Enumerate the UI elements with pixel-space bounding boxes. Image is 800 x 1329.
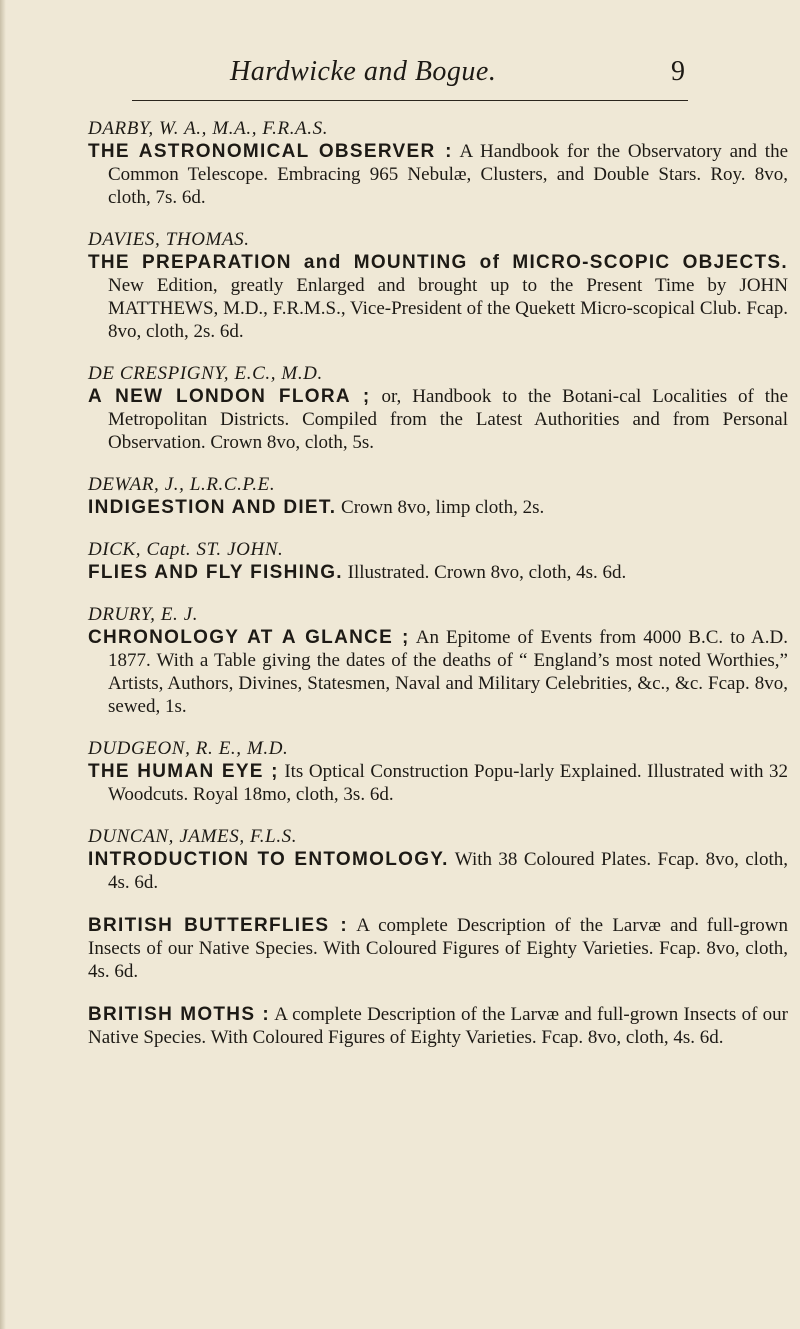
entry-author: DUDGEON, R. E., M.D. xyxy=(88,738,289,759)
book-title: INTRODUCTION TO ENTOMOLOGY. xyxy=(88,849,449,870)
catalogue-entry xyxy=(88,826,788,1049)
catalogue-entry xyxy=(88,363,788,454)
book-description: With 38 Coloured Plates. Fcap. 8vo, cloth, 4s. 6d. xyxy=(108,849,788,893)
entry-author: DARBY, W. A., M.A., F.R.A.S. xyxy=(88,118,329,139)
book-description: A complete Description of the Larvæ and full-grown Insects of our Native Species. With Coloured Figures of Eighty Varieties. Fcap. 8vo, cloth, 4s. 6d. xyxy=(88,915,789,982)
book-description: Illustrated. Crown 8vo, cloth, 4s. 6d. xyxy=(347,562,627,583)
catalogue-entry xyxy=(88,604,788,718)
catalogue-entry xyxy=(88,539,788,584)
book-title: BRITISH MOTHS : xyxy=(88,1004,271,1025)
book-description: A complete Description of the Larvæ and full-grown Insects of our Native Species. With Coloured Figures of Eighty Varieties. Fcap. 8vo, cloth, 4s. 6d. xyxy=(88,1004,788,1048)
entry-book xyxy=(88,251,788,343)
entry-book xyxy=(88,140,788,209)
book-title: THE ASTRONOMICAL OBSERVER : xyxy=(88,141,453,162)
book-description: New Edition, greatly Enlarged and brought up to the Present Time by JOHN MATTHEWS, M.D., F.R.M.S., Vice-President of the Quekett Micro-scopical Club. Fcap. 8vo, cloth, 2s. 6d. xyxy=(108,275,788,342)
catalogue-entry xyxy=(88,229,788,343)
book-title: A NEW LONDON FLORA ; xyxy=(88,386,371,407)
running-title: Hardwicke and Bogue. xyxy=(230,56,497,87)
entry-book xyxy=(88,760,788,806)
catalogue-entry xyxy=(88,474,788,519)
book-description: An Epitome of Events from 4000 B.C. to A.D. 1877. With a Table giving the dates of the deaths of “ England’s most noted Worthies,” Artists, Authors, Divines, Statesmen, Naval and Military Celebrities, &c., &c. Fcap. 8vo, sewed, 1s. xyxy=(108,627,788,717)
entry-author: DE CRESPIGNY, E.C., M.D. xyxy=(88,363,323,384)
book-title: FLIES AND FLY FISHING. xyxy=(88,562,343,583)
catalogue-entry xyxy=(88,738,788,806)
book-description: Crown 8vo, limp cloth, 2s. xyxy=(341,497,545,518)
header-rule xyxy=(132,100,688,101)
entry-author: DRURY, E. J. xyxy=(88,604,199,625)
book-title: THE HUMAN EYE ; xyxy=(88,761,279,782)
page-header xyxy=(0,50,800,110)
entry-author: DICK, Capt. ST. JOHN. xyxy=(88,539,284,560)
catalogue-entries xyxy=(88,118,788,1049)
entry-author: DAVIES, THOMAS. xyxy=(88,229,250,250)
entry-book xyxy=(88,848,788,894)
book-description: Its Optical Construction Popu-larly Explained. Illustrated with 32 Woodcuts. Royal 18mo, cloth, 3s. 6d. xyxy=(108,761,789,805)
entry-author: DEWAR, J., L.R.C.P.E. xyxy=(88,474,276,495)
entry-book xyxy=(88,914,788,983)
entry-author: DUNCAN, JAMES, F.L.S. xyxy=(88,826,298,847)
book-title: INDIGESTION AND DIET. xyxy=(88,497,337,518)
page-edge-shadow xyxy=(0,0,6,1329)
book-description: or, Handbook to the Botani-cal Localities of the Metropolitan Districts. Compiled from the Latest Authorities and from Personal Observation. Crown 8vo, cloth, 5s. xyxy=(108,386,789,453)
entry-book xyxy=(88,496,788,519)
entry-book xyxy=(88,385,788,454)
page-number: 9 xyxy=(671,56,685,87)
entry-book xyxy=(88,1003,788,1049)
book-title: BRITISH BUTTERFLIES : xyxy=(88,915,349,936)
entry-book xyxy=(88,626,788,718)
book-title: CHRONOLOGY AT A GLANCE ; xyxy=(88,627,410,648)
entry-book xyxy=(88,561,788,584)
book-title: THE PREPARATION and MOUNTING of MICRO-SCOPIC OBJECTS. xyxy=(88,252,788,273)
book-description: A Handbook for the Observatory and the Common Telescope. Embracing 965 Nebulæ, Clusters, and Double Stars. Roy. 8vo, cloth, 7s. 6d. xyxy=(108,141,788,208)
catalogue-entry xyxy=(88,118,788,209)
